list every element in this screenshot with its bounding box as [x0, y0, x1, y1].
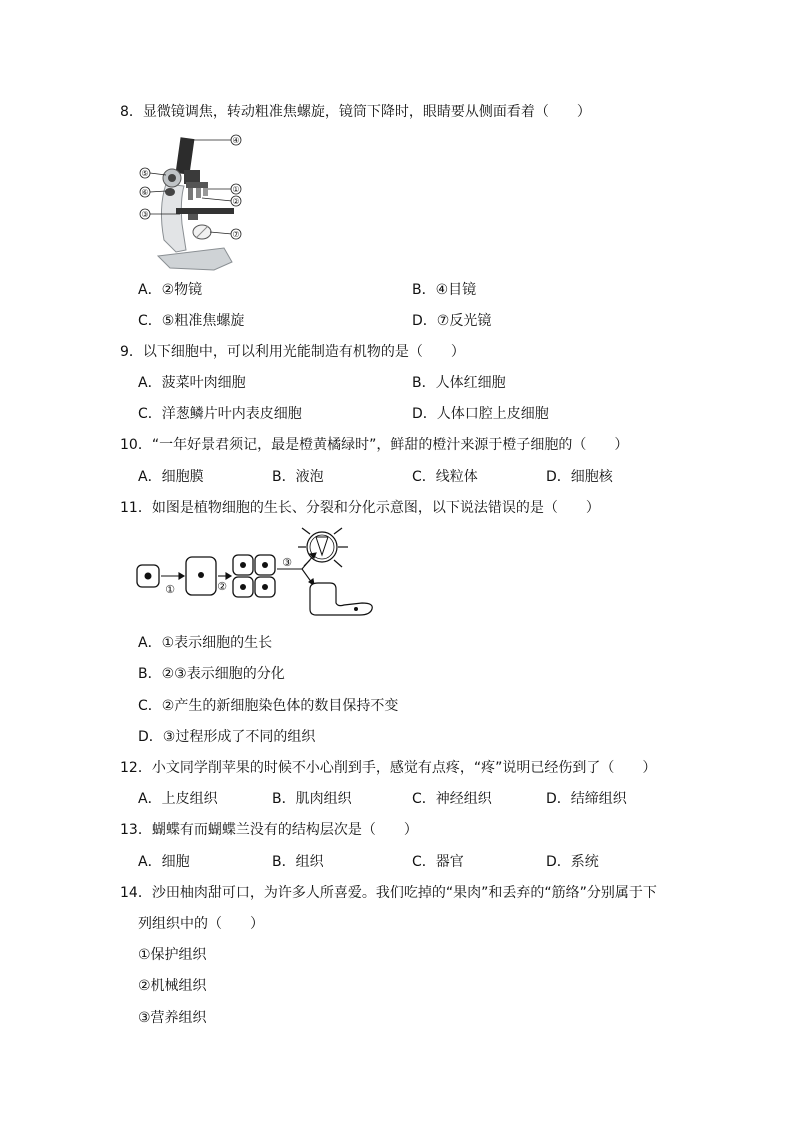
step-label-3: ③ [282, 556, 292, 569]
q8-option-a[interactable]: A．②物镜 [138, 282, 203, 298]
microscope-drawing [158, 137, 234, 270]
q8-stem: 8．显微镜调焦，转动粗准焦螺旋，镜筒下降时，眼睛要从侧面看着（ ） [120, 104, 591, 120]
q12-option-b[interactable]: B．肌肉组织 [272, 791, 352, 807]
q14-item-3: ③营养组织 [138, 1010, 207, 1026]
q9-option-b[interactable]: B．人体红细胞 [412, 375, 506, 391]
microscope-label-6: ⑥ [141, 188, 149, 197]
q13-option-b[interactable]: B．组织 [272, 854, 324, 870]
q8-option-c[interactable]: C．⑤粗准焦螺旋 [138, 313, 245, 329]
microscope-label-1: ① [232, 185, 240, 194]
q9-option-d[interactable]: D．人体口腔上皮细胞 [412, 406, 549, 422]
q10-option-a[interactable]: A．细胞膜 [138, 469, 204, 485]
q12-option-a[interactable]: A．上皮组织 [138, 791, 218, 807]
step-label-2: ② [217, 580, 227, 593]
cell-differentiated-round [298, 528, 348, 567]
q12-option-d[interactable]: D．结缔组织 [546, 791, 627, 807]
q12-option-c[interactable]: C．神经组织 [412, 791, 492, 807]
q14-stem-line1: 14．沙田柚肉甜可口，为许多人所喜爱。我们吃掉的“果肉”和丢弃的“筋络”分别属于下 [120, 885, 657, 901]
q9-option-c[interactable]: C．洋葱鳞片叶内表皮细胞 [138, 406, 302, 422]
q11-option-d[interactable]: D．③过程形成了不同的组织 [138, 729, 316, 745]
q9-option-a[interactable]: A．菠菜叶肉细胞 [138, 375, 246, 391]
step-label-1: ① [165, 583, 175, 596]
q10-option-b[interactable]: B．液泡 [272, 469, 324, 485]
q11-stem: 11．如图是植物细胞的生长、分裂和分化示意图，以下说法错误的是（ ） [120, 500, 600, 516]
q11-option-b[interactable]: B．②③表示细胞的分化 [138, 666, 285, 682]
q8-option-b[interactable]: B．④目镜 [412, 282, 477, 298]
cell-division-figure [134, 525, 384, 620]
q10-option-c[interactable]: C．线粒体 [412, 469, 478, 485]
q14-item-1: ①保护组织 [138, 947, 207, 963]
q13-option-c[interactable]: C．器官 [412, 854, 464, 870]
q10-stem: 10．“一年好景君须记，最是橙黄橘绿时”，鲜甜的橙汁来源于橙子细胞的（ ） [120, 437, 629, 453]
q8-option-d[interactable]: D．⑦反光镜 [412, 313, 492, 329]
q10-option-d[interactable]: D．细胞核 [546, 469, 613, 485]
q11-option-c[interactable]: C．②产生的新细胞染色体的数目保持不变 [138, 698, 399, 714]
microscope-label-5: ⑤ [141, 169, 149, 178]
q14-stem-line2: 列组织中的（ ） [138, 916, 264, 932]
q13-option-a[interactable]: A．细胞 [138, 854, 190, 870]
q11-option-a[interactable]: A．①表示细胞的生长 [138, 635, 273, 651]
q13-option-d[interactable]: D．系统 [546, 854, 599, 870]
cell-differentiated-elongated [310, 583, 372, 615]
q14-item-2: ②机械组织 [138, 978, 207, 994]
q12-stem: 12．小文同学削苹果的时候不小心削到手，感觉有点疼，“疼”说明已经伤到了（ ） [120, 760, 657, 776]
microscope-label-4: ④ [232, 136, 240, 145]
microscope-label-2: ② [232, 197, 240, 206]
microscope-label-7: ⑦ [232, 230, 240, 239]
microscope-figure [136, 128, 256, 274]
q9-stem: 9．以下细胞中，可以利用光能制造有机物的是（ ） [120, 344, 465, 360]
microscope-label-3: ③ [141, 210, 149, 219]
q13-stem: 13．蝴蝶有而蝴蝶兰没有的结构层次是（ ） [120, 822, 418, 838]
